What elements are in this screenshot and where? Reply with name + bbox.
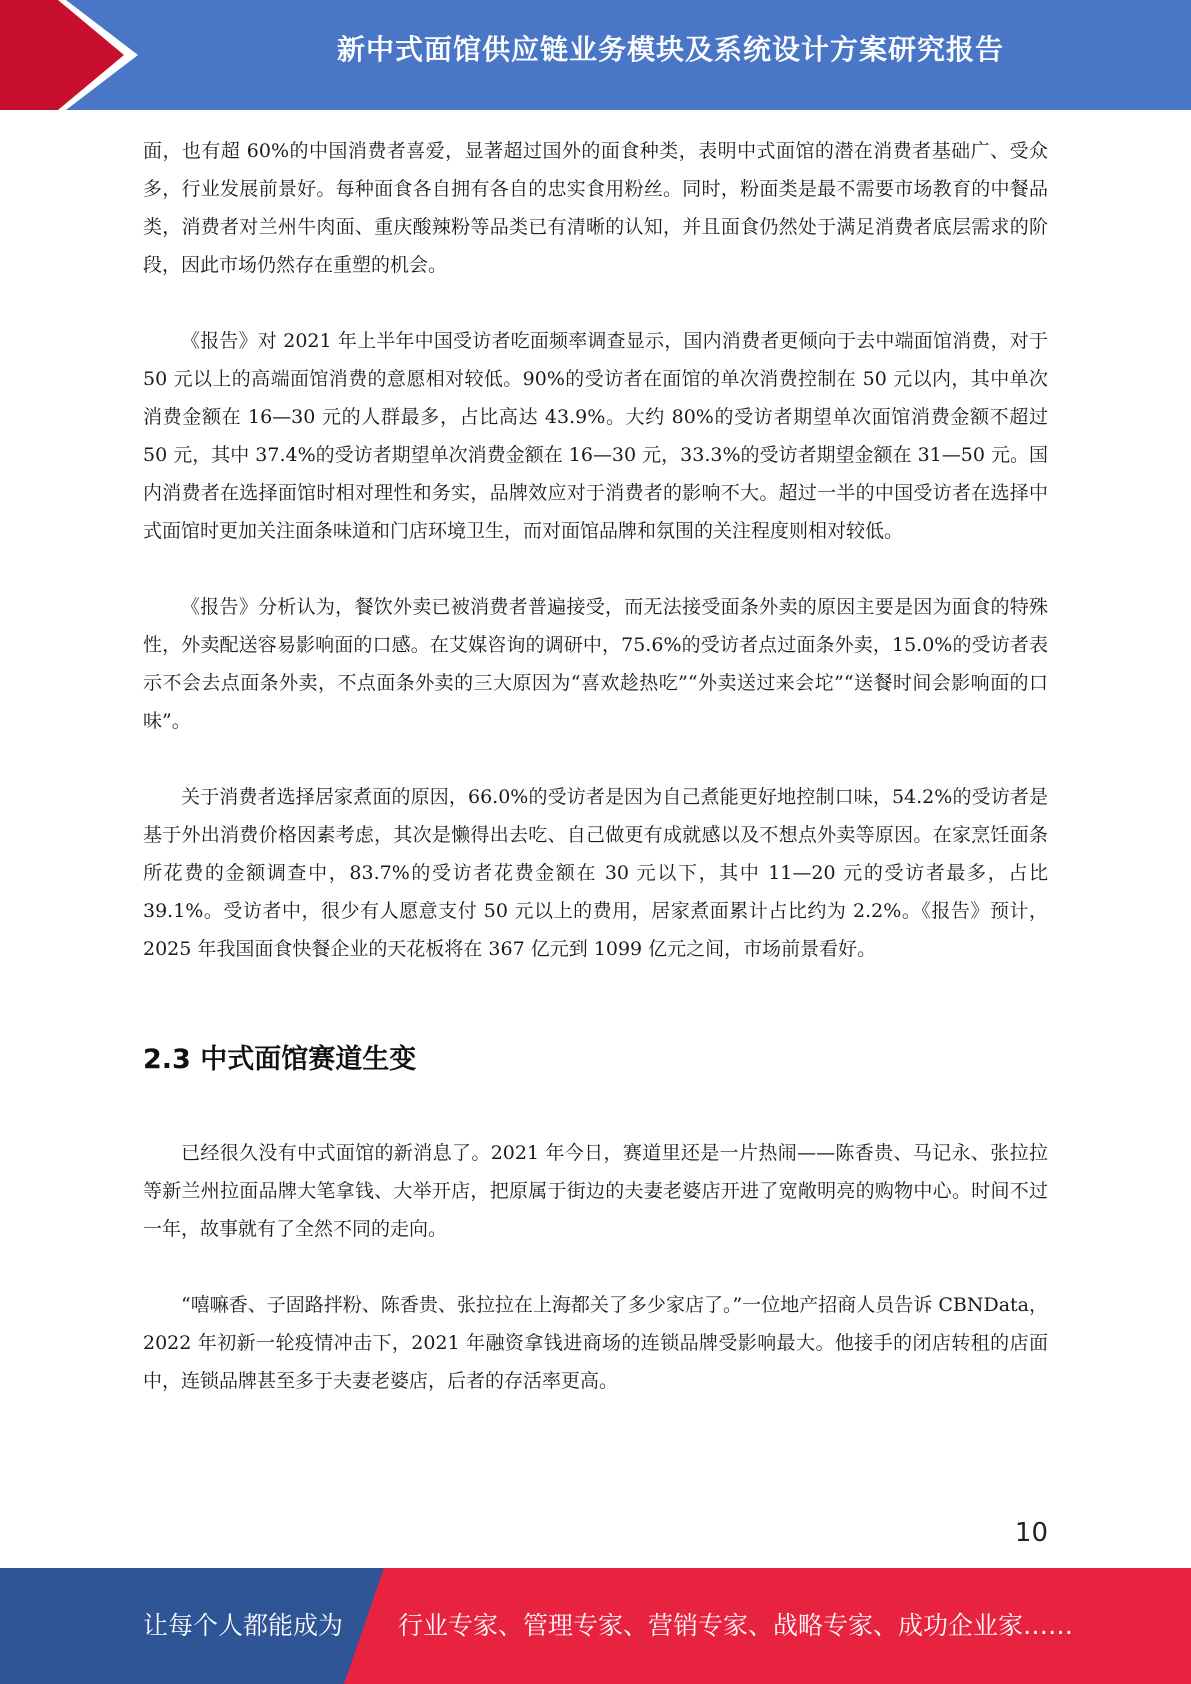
paragraph-intro-continued: 面，也有超 60%的中国消费者喜爱，显著超过国外的面食种类，表明中式面馆的潜在消费者基础广、受众多，行业发展前景好。每种面食各自拥有各自的忠实食用粉丝。同时，粉面类是最不需要市场教育的中餐品类，消费者对兰州牛肉面、重庆酸辣粉等品类已有清晰的认知，并且面食仍然处于满足消费者底层需求的阶段，因此市场仍然存在重塑的机会。 xyxy=(143,140,1048,276)
header-chevron-decoration xyxy=(0,0,160,110)
footer-band xyxy=(0,1568,1191,1684)
footer-slogan-right: 行业专家、管理专家、营销专家、战略专家、成功企业家…… xyxy=(398,1611,1074,1640)
header-band xyxy=(0,0,1191,110)
paragraph-home-cooking: 关于消费者选择居家煮面的原因，66.0%的受访者是因为自己煮能更好地控制口味，54.2%的受访者是基于外出消费价格因素考虑，其次是懒得出去吃、自己做更有成就感以及不想点外卖等原因。在家烹饪面条所花费的金额调查中，83.7%的受访者花费金额在 30 元以下，其中 11—20 元的受访者最多，占比 39.1%。受访者中，很少有人愿意支付 50 元以上的费用，居家煮面累计占比约为 2.2%。《报告》预计，2025 年我国面食快餐企业的天花板将在 367 亿元到 1099 亿元之间，市场前景看好。 xyxy=(143,786,1048,960)
footer-slogan-left: 让每个人都能成为 xyxy=(143,1611,344,1640)
paragraph-track-change: 已经很久没有中式面馆的新消息了。2021 年今日，赛道里还是一片热闹——陈香贵、马记永、张拉拉等新兰州拉面品牌大笔拿钱、大举开店，把原属于街边的夫妻老婆店开进了宽敞明亮的购物中心。时间不过一年，故事就有了全然不同的走向。 xyxy=(143,1142,1048,1240)
page-content xyxy=(143,132,1048,1400)
paragraph-store-closures: “嘻嘛香、子固路拌粉、陈香贵、张拉拉在上海都关了多少家店了。”一位地产招商人员告诉 CBNData，2022 年初新一轮疫情冲击下，2021 年融资拿钱进商场的连锁品牌受影响最大。他接手的闭店转租的店面中，连锁品牌甚至多于夫妻老婆店，后者的存活率更高。 xyxy=(143,1294,1048,1392)
paragraph-takeout: 《报告》分析认为，餐饮外卖已被消费者普遍接受，而无法接受面条外卖的原因主要是因为面食的特殊性，外卖配送容易影响面的口感。在艾媒咨询的调研中，75.6%的受访者点过面条外卖，15.0%的受访者表示不会去点面条外卖，不点面条外卖的三大原因为“喜欢趁热吃”“外卖送过来会坨”“送餐时间会影响面的口味”。 xyxy=(143,596,1048,732)
page-number: 10 xyxy=(1014,1518,1048,1548)
document-title: 新中式面馆供应链业务模块及系统设计方案研究报告 xyxy=(336,33,1004,66)
paragraph-frequency-survey: 《报告》对 2021 年上半年中国受访者吃面频率调查显示，国内消费者更倾向于去中端面馆消费，对于 50 元以上的高端面馆消费的意愿相对较低。90%的受访者在面馆的单次消费控制在 50 元以内，其中单次消费金额在 16—30 元的人群最多，占比高达 43.9%。大约 80%的受访者期望单次面馆消费金额不超过 50 元，其中 37.4%的受访者期望单次消费金额在 16—30 元，33.3%的受访者期望金额在 31—50 元。国内消费者在选择面馆时相对理性和务实，品牌效应对于消费者的影响不大。超过一半的中国受访者在选择中式面馆时更加关注面条味道和门店环境卫生，而对面馆品牌和氛围的关注程度则相对较低。 xyxy=(143,330,1048,542)
section-heading: 2.3 中式面馆赛道生变 xyxy=(143,1044,417,1075)
